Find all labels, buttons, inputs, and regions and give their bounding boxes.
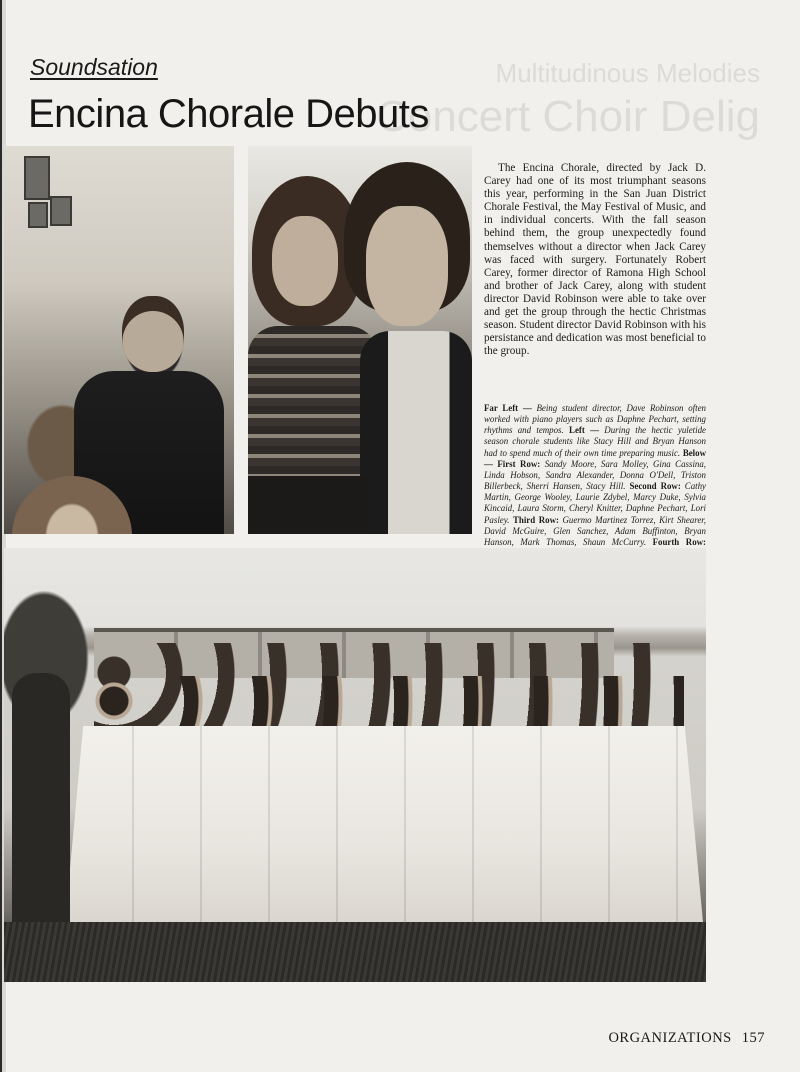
caption-label: Far Left — — [484, 403, 532, 413]
wall-frame — [24, 156, 50, 200]
page-number: 157 — [741, 1030, 765, 1046]
photo-students-singing — [248, 146, 472, 534]
page-title: Encina Chorale Debuts — [28, 92, 429, 136]
bleed-through-text-2: Concert Choir Delig — [376, 92, 760, 141]
piano — [248, 476, 368, 534]
wall-frame — [28, 202, 48, 228]
section-label: Soundsation — [30, 54, 158, 80]
photo-chorale-group — [4, 548, 706, 982]
caption-text: Cathy Martin, George Wooley, Laurie Zdybel, Marcy Duke, Sylvia Kincaid, Laura Storm, Cheryl Knitter, Daphne Pechart, Lori Pasley. — [484, 481, 706, 525]
wall-frame — [50, 196, 72, 226]
caption-label: Left — — [569, 425, 599, 436]
raglan-shirt — [360, 331, 472, 534]
caption-text: Guermo Martinez Torrez, Kirt Shearer, David McGuire, Glen Sanchez, Adam Buffinton, Bryan Hanson, Mark Thomas, Shaun McCurry. — [484, 514, 706, 547]
singer-face — [366, 206, 448, 326]
director-in-suit — [12, 673, 70, 923]
front-row-dresses — [64, 708, 704, 933]
caption-text: During the hectic yuletide season chorale students like Stacy Hill and Bryan Hanson had to spend much of their own time preparing music. — [484, 425, 706, 458]
caption-label: Third Row: — [512, 514, 559, 525]
article-body: The Encina Chorale, directed by Jack D. Carey had one of its most triumphant seasons this year, performing in the San Juan District Chorale Festival, the May Festival of Music, and in individual concerts. With the fall season behind them, the group unexpectedly found themselves without a director when Jack Carey was faced with surgery. Fortunately Robert Carey, former director of Ramona High School and brother of Jack Carey, along with student director David Robinson were able to take over and get the group through the hectic Christmas season. Student director David Robinson with his persistance and dedication was most beneficial to the group. — [484, 162, 706, 358]
bleed-through-text-1: Multitudinous Melodies — [495, 58, 760, 88]
page-footer — [608, 1030, 765, 1047]
lawn — [4, 922, 706, 982]
caption-text: Being student director, Dave Robinson often worked with piano players such as Daphne Pechart, setting rhythms and tempos. — [484, 403, 706, 436]
caption-label: Below — First Row: — [484, 447, 706, 469]
front-row-heads — [84, 676, 684, 726]
caption-text: Sandy Moore, Sara Molley, Gina Cassina, Linda Hobson, Sandra Alexander, Donna O'Dell, Triston Billerbeck, Sherri Hansen, Stacy Hill. — [484, 458, 707, 492]
singer-face — [272, 216, 338, 306]
footer-section: ORGANIZATIONS — [608, 1030, 732, 1046]
caption-label: Fourth Row: — [652, 536, 706, 547]
director-head — [122, 296, 184, 372]
photo-student-director-at-piano — [4, 146, 234, 534]
striped-sweater — [248, 326, 378, 496]
caption-label: Second Row: — [629, 481, 681, 492]
